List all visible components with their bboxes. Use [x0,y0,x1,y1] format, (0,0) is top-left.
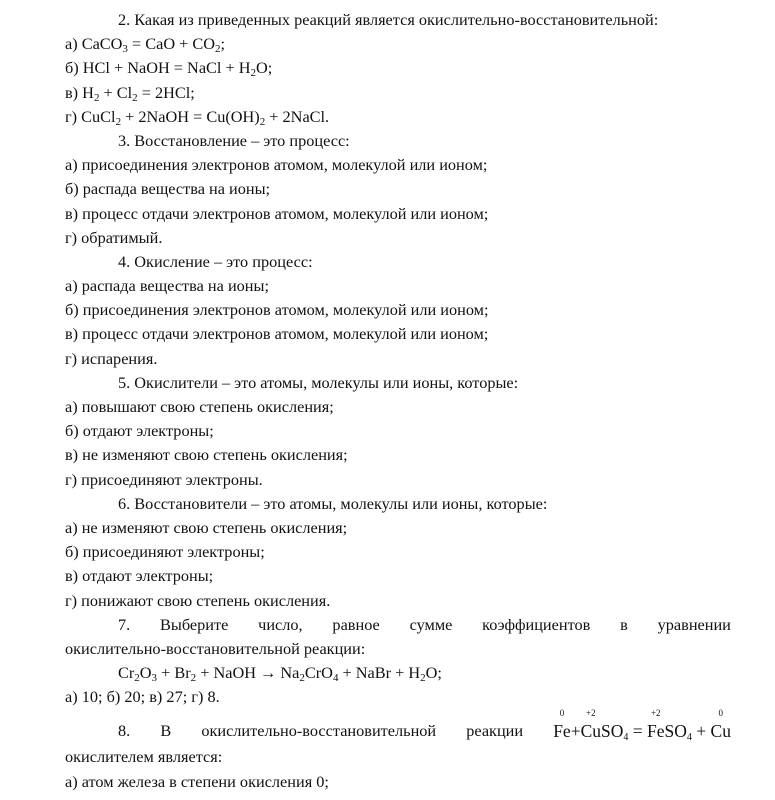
subscript: 2 [134,672,140,685]
formula-text: O; [425,663,442,683]
subscript: 4 [686,732,692,744]
answer-option: а) атом железа в степени окисления 0; [65,771,329,791]
oxidation-state: +2 [586,708,596,719]
answer-option [65,564,731,588]
answer-options: а) 10; б) 20; в) 27; г) 8. [65,687,220,707]
question-stem: 4. Окисление – это процесс: [118,251,313,271]
formula-text: + [570,721,581,742]
answer-option [65,395,731,419]
formula-text: а) CaCO [65,34,123,54]
word: окислительно-восстановительной [201,721,437,741]
answer-option [65,274,731,298]
question-stem-line: окислительно-восстановительной реакции: [65,638,366,658]
formula-text: + NaBr + H [338,663,421,683]
document-page [65,8,731,794]
formula-text: а) присоединения электронов атомом, молекулой или ионом; [65,155,488,175]
element-with-oxidation-state: Fe +2 [647,708,665,742]
subscript: 2 [132,91,138,104]
oxidation-state: 0 [559,708,565,719]
reaction-equation [65,661,731,685]
answer-option [65,153,731,177]
formula-text: + Cl [99,82,133,102]
subscript: 2 [190,672,197,685]
formula-text: в) процесс отдачи электронов атомом, молекулой или ионом; [65,203,489,223]
answer-option [65,81,731,105]
element-with-oxidation-state: Fe 0 [553,708,571,742]
formula-text: + 2NaCl. [265,106,330,126]
answer-option [65,419,731,443]
formula-text: г) испарения. [65,348,158,368]
subscript: 2 [215,43,221,56]
answer-option [65,177,731,201]
formula-text: SO [601,721,624,742]
formula-text: + 2NaOH = Cu(OH) [121,106,260,126]
formula-text: г) CuCl [65,106,116,126]
formula-text: Cr [118,663,135,683]
formula-text: CrO [304,663,333,683]
oxidation-state: 0 [718,708,723,719]
formula-text: г) присоединяют электроны. [65,469,263,489]
word: реакции [466,721,524,741]
word: в [620,614,628,634]
answer-option [65,298,731,322]
oxidation-state: +2 [650,708,661,719]
question-stem: 3. Восстановление – это процесс: [118,130,350,150]
answer-option [65,347,731,371]
word: Выберите [160,614,229,634]
formula-text: б) отдают электроны; [65,421,214,441]
formula-text: б) распада вещества на ионы; [65,179,271,199]
subscript: 2 [420,672,426,685]
answer-option [65,322,731,346]
formula-text: + [691,721,711,742]
word: уравнении [657,614,731,634]
formula-text: г) понижают свою степень окисления. [65,590,331,610]
formula-text: г) обратимый. [65,227,163,247]
subscript: 4 [332,672,339,685]
subscript: 3 [151,672,158,685]
formula-text: = CaO + CO [127,34,216,54]
formula-text: O [139,663,152,683]
formula-text: O; [256,58,273,78]
word: 8. [118,721,131,741]
answer-option [65,105,731,129]
subscript: 4 [623,732,629,744]
question-stem-line [65,708,731,745]
formula-text: = [628,721,648,742]
answer-option [65,226,731,250]
formula-text: + NaOH → Na [196,663,300,683]
subscript: 3 [122,43,128,56]
subscript: 2 [299,672,305,685]
word: В [160,721,172,741]
answer-option [65,56,731,80]
word: число, [258,614,303,634]
question-stem-line: окислителем является: [65,747,223,767]
formula-text: = 2HCl; [137,82,195,102]
subscript: 2 [93,91,100,104]
answer-option [65,32,731,56]
answer-option [65,540,731,564]
answer-option [65,468,731,492]
formula-text: б) присоединяют электроны; [65,542,265,562]
answer-option [65,516,731,540]
formula-text: SO [664,721,687,742]
question-stem: 5. Окислители – это атомы, молекулы или ионы, которые: [118,372,519,392]
formula-text: ; [220,34,226,54]
formula-text: в) не изменяют свою степень окисления; [65,445,348,465]
formula-text: б) присоединения электронов атомом, молекулой или ионом; [65,300,489,320]
subscript: 2 [250,67,257,80]
element-with-oxidation-state: Cu 0 [710,708,731,742]
formula-text: в) процесс отдачи электронов атомом, молекулой или ионом; [65,324,489,344]
answer-option [65,443,731,467]
formula-text: б) HCl + NaOH = NaCl + H [65,58,251,78]
question-stem-line [65,613,731,637]
question-stem: 6. Восстановители – это атомы, молекулы или ионы, которые: [118,493,548,513]
answer-option [65,589,731,613]
element-with-oxidation-state: Cu +2 [580,708,602,742]
word: сумме [409,614,453,634]
reaction-equation [553,708,731,745]
word: равное [332,614,380,634]
word: коэффициентов [482,614,591,634]
subscript: 2 [259,115,266,128]
subscript: 2 [115,115,122,128]
question-stem: 2. Какая из приведенных реакций является окислительно-восстановительной: [118,10,659,29]
answer-option [65,202,731,226]
formula-text: а) распада вещества на ионы; [65,276,269,296]
formula-text: в) H [65,82,94,102]
formula-text: а) не изменяют свою степень окисления; [65,517,348,537]
formula-text: а) повышают свою степень окисления; [65,397,334,416]
formula-text: в) отдают электроны; [65,566,214,586]
formula-text: + Br [157,663,191,683]
word: 7. [118,614,131,634]
